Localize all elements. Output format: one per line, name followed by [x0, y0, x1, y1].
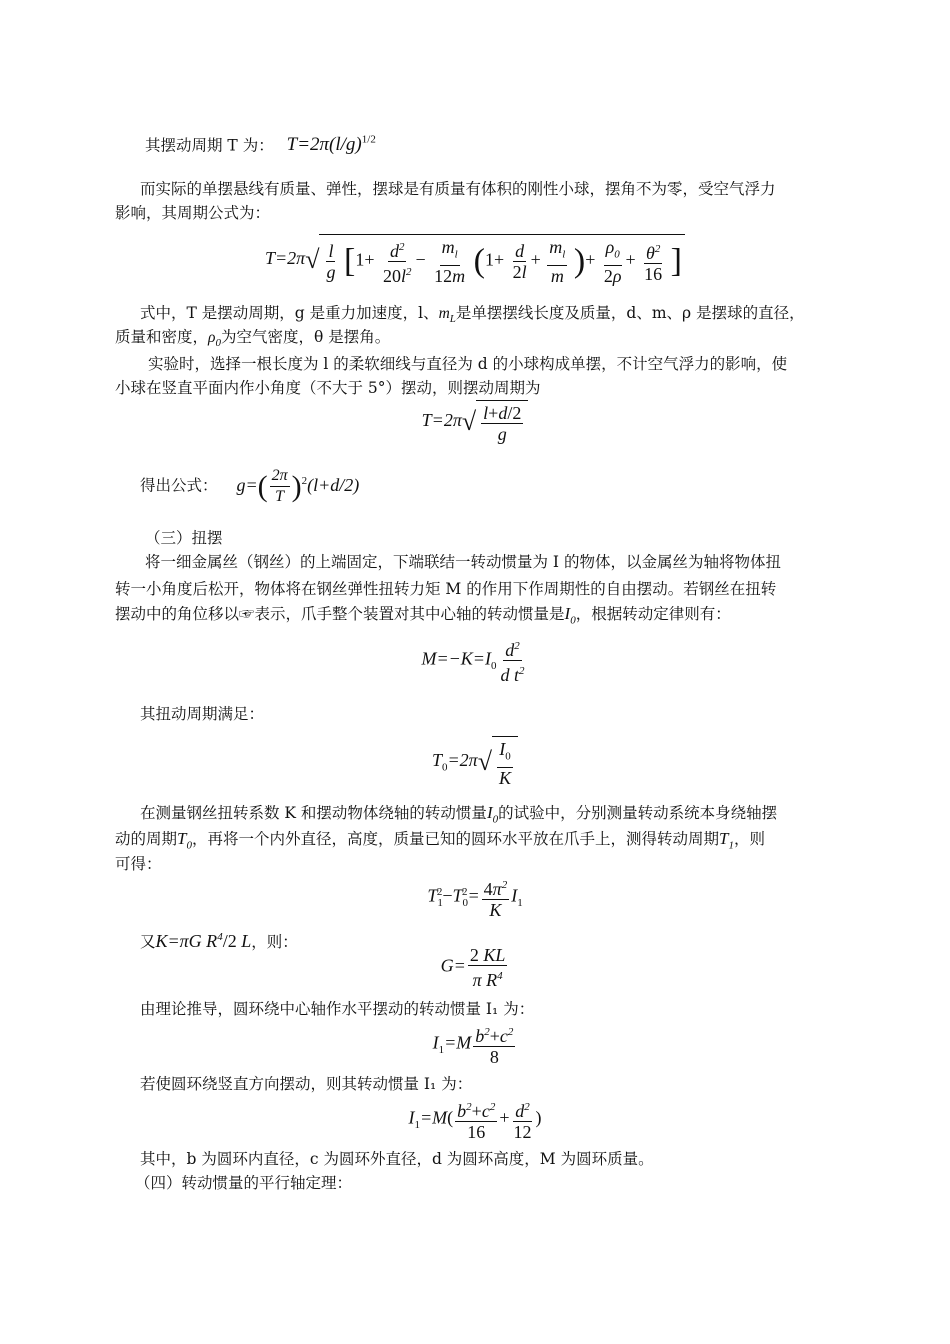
paragraph-torsion-cont1: 转一小角度后松开，物体将在钢丝弹性扭转力矩 M 的作用下作周期性的自由摆动。若钢丝在扭转 [115, 580, 777, 598]
paragraph-torsion: 将一细金属丝（钢丝）的上端固定，下端联结一转动惯量为 I 的物体，以金属丝为轴将物体扭 [145, 553, 781, 571]
paragraph-horizontal-inertia: 由理论推导，圆环绕中心轴作水平摆动的转动惯量 I₁ 为： [140, 1000, 535, 1018]
equation-horizontal-inertia: $I_1=M$ $\frac{b^2+c^2}{8}$ [0, 1022, 950, 1067]
paragraph-K-definition: 又K=πG $R^4/2$ L，则： [140, 931, 298, 951]
paragraph-torsion-cont2: 摆动中的角位移以☞表示，爪手整个装置对其中心轴的转动惯量是$I_0$，根据转动定律则有： [115, 604, 731, 627]
paragraph-experiment: 实验时，选择一根长度为 l 的柔软细线与直径为 d 的小球构成单摆，不计空气浮力的影响，使 [148, 355, 788, 373]
paragraph-real-pendulum-cont: 影响，其周期公式为： [115, 204, 271, 222]
section-heading-torsion: （三）扭摆 [145, 529, 223, 547]
paragraph-variables: 其中，b 为圆环内直径，c 为圆环外直径，d 为圆环高度，M 为圆环质量。 [140, 1150, 654, 1168]
paragraph-real-pendulum: 而实际的单摆悬线有质量、弹性，摆球是有质量有体积的刚性小球，摆角不为零，受空气浮力 [140, 180, 776, 198]
equation-rotation-law: $M=-K=I_0$ $\frac{d^2}{d t^2}$ [0, 636, 950, 685]
equation-real-period: T=2π√ $\frac{l}{g}$ [1+ $\frac{d^2}{20l^2}$ − $\frac{m_l}{12m}$ (1+ $\frac{d}{2l}$ + $\frac{m_l}{m}$ )+ $\frac{\rho_0}{2\rho}$ + $\frac{\theta^2}{16}$ ] [0, 234, 950, 286]
paragraph-period-intro: 其摆动周期 T 为： $T=2\pi(l/g)^{1/2}$ [145, 134, 376, 156]
paragraph-experiment-cont: 小球在竖直平面内作小角度（不大于 5°）摆动，则摆动周期为 [115, 379, 541, 397]
equation-simple-pendulum: T=2π√ $\frac{l+d/2}{g}$ [0, 400, 950, 444]
paragraph-symbols: 式中，T 是摆动周期，g 是重力加速度，l、$m_L$是单摆摆线长度及质量，d、m、ρ 是摆球的直径， [140, 304, 805, 326]
paragraph-derive-g: 得出公式： g=( $\frac{2\pi}{T}$ )$^2$(l+d/2) [140, 467, 360, 505]
paragraph-measure-cont2: 可得： [115, 855, 162, 873]
equation-period-difference: $T_1^2-T_0^2=$ $\frac{4\pi^2}{K}$ $I_1$ [0, 875, 950, 920]
paragraph-vertical-inertia: 若使圆环绕竖直方向摆动，则其转动惯量 I₁ 为： [140, 1075, 473, 1093]
paragraph-symbols-cont: 质量和密度，$\rho_0$为空气密度，θ 是摆角。 [115, 328, 391, 350]
equation-torsion-period: $T_0=2\pi√$ $\frac{I_0}{K}$ [0, 736, 950, 788]
paragraph-measure: 在测量钢丝扭转系数 K 和摆动物体绕轴的转动惯量$I_0$的试验中，分别测量转动系统本身绕轴摆 [140, 803, 778, 826]
paragraph-measure-cont: 动的周期$T_0$，再将一个内外直径，高度，质量已知的圆环水平放在爪手上，测得转动周期$T_1$，则 [115, 829, 765, 852]
equation-vertical-inertia: $I_1=M$( $\frac{b^2+c^2}{16}$ + $\frac{d^2}{12}$ ) [0, 1097, 950, 1142]
equation-shear-modulus: G= $\frac{2 KL}{\pi R^4}$ [440, 945, 506, 990]
equation-g: g=( $\frac{2\pi}{T}$ )$^2$(l+d/2) [236, 467, 360, 505]
paragraph-torsion-period: 其扭动周期满足： [140, 705, 265, 723]
equation-simple-period: $T=2\pi(l/g)^{1/2}$ [286, 134, 376, 156]
section-heading-parallel-axis: （四）转动惯量的平行轴定理： [135, 1174, 353, 1192]
